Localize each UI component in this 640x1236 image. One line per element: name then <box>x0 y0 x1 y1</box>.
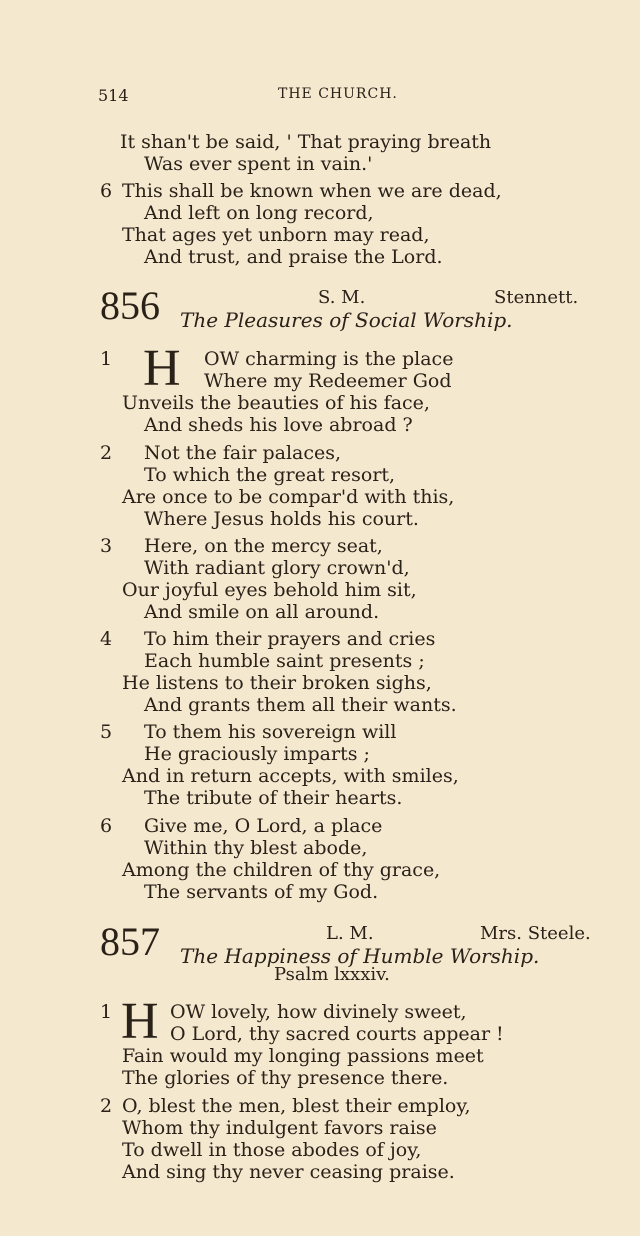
drop-cap: H <box>121 993 159 1050</box>
verse-line: Give me, O Lord, a place <box>144 815 383 837</box>
carryover-line-2: Was ever spent in vain.' <box>144 153 373 175</box>
verse-line: And grants them all their wants. <box>144 694 457 716</box>
verse-line: To dwell in those abodes of joy, <box>122 1139 422 1161</box>
verse-line: Our joyful eyes behold him sit, <box>122 579 417 601</box>
psalm-reference: Psalm lxxxiv. <box>274 964 390 985</box>
verse-line: The tribute of their hearts. <box>144 787 403 809</box>
hymn-number: 856 <box>100 283 160 328</box>
verse-line: That ages yet unborn may read, <box>122 224 430 246</box>
verse-line: Here, on the mercy seat, <box>144 535 383 557</box>
verse-line: To which the great resort, <box>144 464 396 486</box>
verse-line: O Lord, thy sacred courts appear ! <box>170 1023 504 1045</box>
verse-line: Among the children of thy grace, <box>122 859 441 881</box>
hymn-author: Mrs. Steele. <box>480 923 591 944</box>
verse-line: Within thy blest abode, <box>144 837 368 859</box>
verse-line: To him their prayers and cries <box>144 628 436 650</box>
verse-line: Each humble saint presents ; <box>144 650 425 672</box>
verse-line: O, blest the men, blest their employ, <box>122 1095 471 1117</box>
verse-line: To them his sovereign will <box>144 721 397 743</box>
verse-line: And in return accepts, with smiles, <box>122 765 459 787</box>
hymn-meter: S. M. <box>318 287 366 308</box>
verse-line: Where my Redeemer God <box>204 370 452 392</box>
verse-line: Whom thy indulgent favors raise <box>122 1117 437 1139</box>
verse-number: 3 <box>100 535 113 557</box>
verse-line: The glories of thy presence there. <box>122 1067 449 1089</box>
verse-number: 1 <box>100 348 113 370</box>
verse-number: 4 <box>100 628 113 650</box>
verse-line: And trust, and praise the Lord. <box>144 246 443 268</box>
hymn-title: The Pleasures of Social Worship. <box>180 308 513 332</box>
verse-line: And sheds his love abroad ? <box>144 414 413 436</box>
page-number: 514 <box>98 86 129 105</box>
verse-line: With radiant glory crown'd, <box>144 557 410 579</box>
verse-line: And left on long record, <box>144 202 374 224</box>
verse-number: 2 <box>100 1095 113 1117</box>
verse-number: 2 <box>100 442 113 464</box>
page-header <box>98 86 558 110</box>
verse-line: He listens to their broken sighs, <box>122 672 432 694</box>
verse-line: The servants of my God. <box>144 881 379 903</box>
drop-cap: H <box>143 340 181 397</box>
verse-line: And smile on all around. <box>144 601 380 623</box>
hymn-author: Stennett. <box>494 287 579 308</box>
carryover-line-1: It shan't be said, ' That praying breath <box>120 131 492 153</box>
verse-number: 1 <box>100 1001 113 1023</box>
verse-line: This shall be known when we are dead, <box>122 180 502 202</box>
verse-line: Not the fair palaces, <box>144 442 342 464</box>
verse-line: Are once to be compar'd with this, <box>122 486 455 508</box>
verse-line: Where Jesus holds his court. <box>144 508 419 530</box>
hymn-number: 857 <box>100 919 160 964</box>
hymn-meter: L. M. <box>326 923 374 944</box>
verse-line: OW lovely, how divinely sweet, <box>170 1001 467 1023</box>
hymn-title: The Happiness of Humble Worship. <box>180 944 540 968</box>
verse-number: 6 <box>100 815 113 837</box>
verse-line: Unveils the beauties of his face, <box>122 392 430 414</box>
verse-line: OW charming is the place <box>204 348 454 370</box>
verse-line: He graciously imparts ; <box>144 743 370 765</box>
verse-line: Fain would my longing passions meet <box>122 1045 484 1067</box>
running-head: THE CHURCH. <box>278 86 398 102</box>
verse-line: And sing thy never ceasing praise. <box>122 1161 455 1183</box>
verse-number: 5 <box>100 721 113 743</box>
verse-number: 6 <box>100 180 113 202</box>
